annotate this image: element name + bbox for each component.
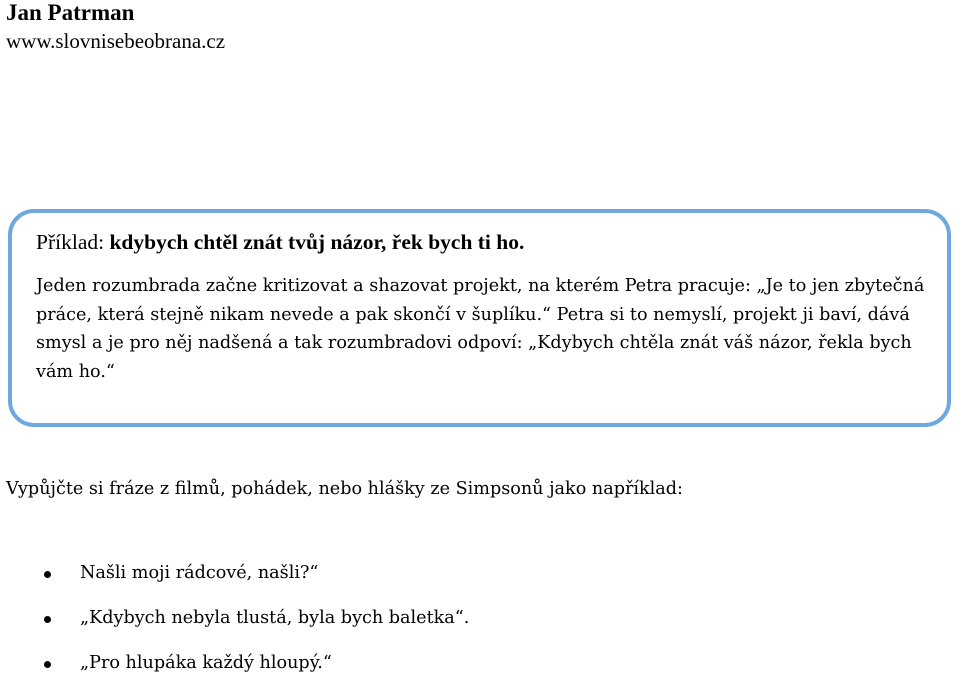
author-name: Jan Patrman <box>6 0 135 25</box>
example-label: Příklad: <box>36 230 110 254</box>
intro-text: Vypůjčte si fráze z filmů, pohádek, nebo hlášky ze Simpsonů jako například: <box>6 479 683 499</box>
list-item <box>0 560 469 605</box>
bullet-icon <box>44 661 51 668</box>
phrase-text: „Pro hlupáka každý hloupý.“ <box>80 653 332 673</box>
bullet-icon <box>44 616 51 623</box>
example-text-part2: Petra si to nemyslí, projekt ji baví, dává smysl a je pro něj nadšená a tak rozumbradovi odpoví: „Kdybych chtěla znát váš názor, řekla bych vám ho.“ <box>36 304 912 382</box>
example-title <box>36 229 524 255</box>
website-url: www.slovnisebeobrana.cz <box>6 29 226 53</box>
example-heading: kdybych chtěl znát tvůj názor, řek bych ti ho. <box>109 230 525 254</box>
phrase-text: Našli moji rádcové, našli?“ <box>80 563 319 583</box>
list-item <box>0 605 469 650</box>
list-item <box>0 650 469 695</box>
bullet-icon <box>44 571 51 578</box>
example-text-part1: Jeden rozumbrada začne kritizovat a shazovat projekt, na kterém Petra pracuje: „Je to jen zbytečná práce, která stejně nikam nevede a pak skončí v šuplíku.“ <box>36 276 925 325</box>
example-text <box>36 272 926 386</box>
phrase-text: „Kdybych nebyla tlustá, byla bych baletka“. <box>80 608 470 628</box>
